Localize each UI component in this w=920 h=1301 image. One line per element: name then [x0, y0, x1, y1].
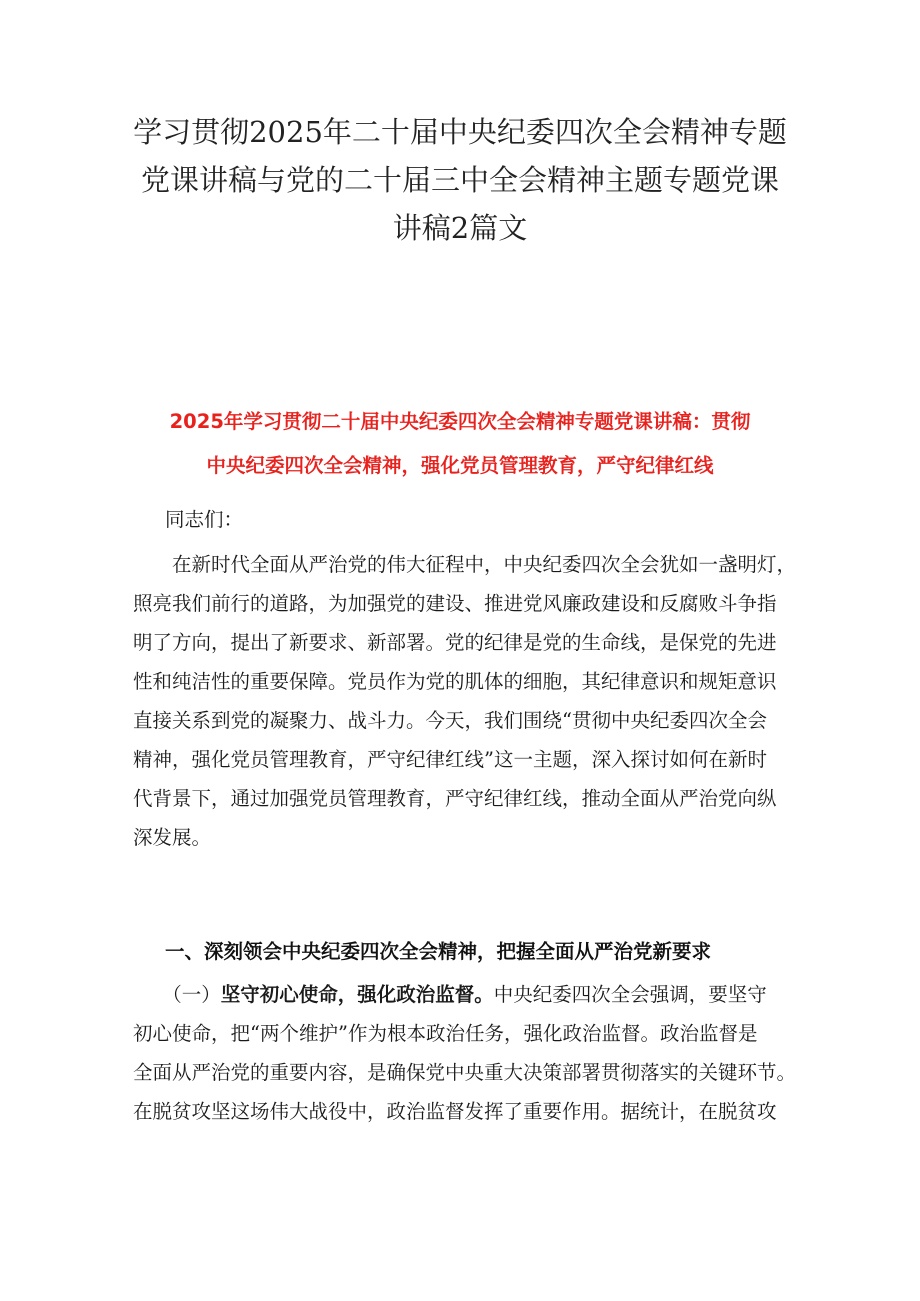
sub-paragraph-first-line	[133, 975, 793, 1014]
section-title-line: 2025年学习贯彻二十届中央纪委四次全会精神专题党课讲稿：贯彻	[169, 410, 751, 433]
document-title-line: 学习贯彻2025年二十届中央纪委四次全会精神专题	[133, 115, 787, 149]
salutation: 同志们：	[165, 508, 244, 531]
paragraph-line: 全面从严治党的重要内容，是确保党中央重大决策部署贯彻落实的关键环节。	[133, 1061, 797, 1084]
sub-heading-bold: 坚守初心使命，强化政治监督。	[220, 983, 494, 1006]
document-title	[100, 108, 820, 252]
section-title	[120, 400, 800, 488]
paragraph-line: 照亮我们前行的道路，为加强党的建设、推进党风廉政建设和反腐败斗争指	[133, 592, 777, 615]
paragraph-line: 初心使命，把“两个维护”作为根本政治任务，强化政治监督。政治监督是	[133, 1022, 758, 1045]
paragraph-line: 在新时代全面从严治党的伟大征程中，中央纪委四次全会犹如一盏明灯，	[133, 553, 797, 576]
sub-paragraph-first-rest: 中央纪委四次全会强调，要坚守	[493, 983, 767, 1006]
heading-one: 一、深刻领会中央纪委四次全会精神，把握全面从严治党新要求	[165, 940, 712, 963]
paragraph-line: 精神，强化党员管理教育，严守纪律红线”这一主题，深入探讨如何在新时	[133, 748, 767, 771]
section-title-line: 中央纪委四次全会精神，强化党员管理教育，严守纪律红线	[206, 454, 714, 477]
paragraph-line: 深发展。	[133, 826, 212, 849]
sub-paragraph	[133, 975, 797, 1131]
paragraph-line: 代背景下，通过加强党员管理教育，严守纪律红线，推动全面从严治党向纵	[133, 787, 777, 810]
document-title-line: 党课讲稿与党的二十届三中全会精神主题专题党课	[140, 163, 779, 197]
paragraph-line: 直接关系到党的凝聚力、战斗力。今天，我们围绕“贯彻中央纪委四次全会	[133, 709, 767, 732]
paragraph-line: 性和纯洁性的重要保障。党员作为党的肌体的细胞，其纪律意识和规矩意识	[133, 670, 777, 693]
paragraph-line: 明了方向，提出了新要求、新部署。党的纪律是党的生命线，是保党的先进	[133, 631, 777, 654]
paragraph-line: 在脱贫攻坚这场伟大战役中，政治监督发挥了重要作用。据统计，在脱贫攻	[133, 1100, 777, 1123]
sub-heading-lead: （一）	[133, 983, 221, 1006]
intro-paragraph	[133, 545, 797, 857]
document-title-line: 讲稿2篇文	[392, 211, 528, 245]
